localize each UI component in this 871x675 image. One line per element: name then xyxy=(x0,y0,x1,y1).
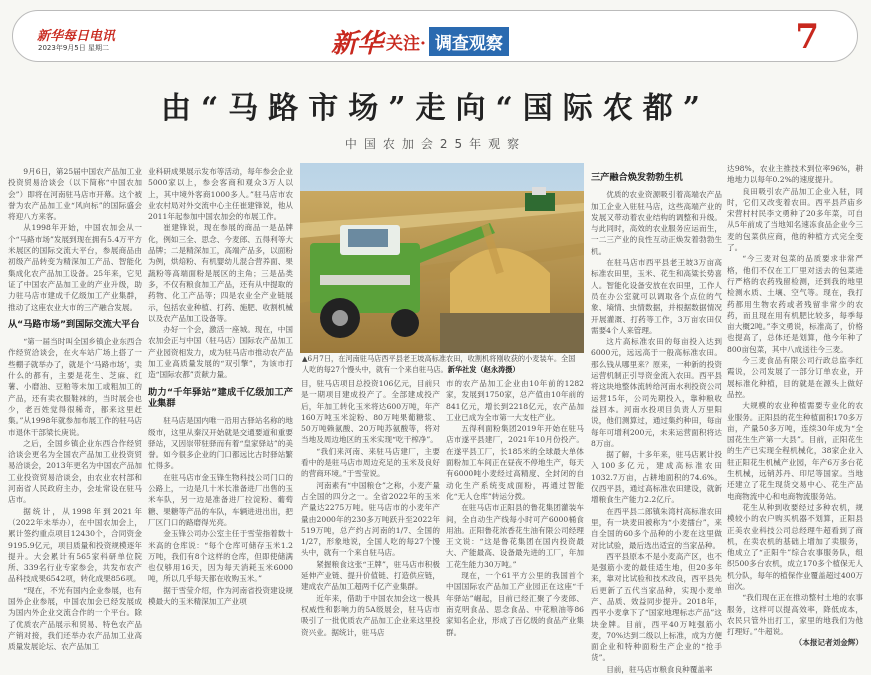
paragraph: 在驻马店市西平县老王坡3万亩高标准农田里，玉米、花生和高粱长势喜人。智能化设备安放在农田里，工作人员在办公室就可以调取各个点位的气象、墒情、虫情数据，并根据数据情况开展灌溉、打药等工作，3万亩农田仅需要4个人来管理。 xyxy=(591,258,722,335)
paragraph: 在驻马店市正阳县的鲁花集团灌装车间，全自动生产线每小时可产6000桶食用油。正阳鲁花浓香花生油有限公司经理王文说：“这是鲁花集团在国内投资最大、产能最高、设备最先进的工厂，年加工花生能力30万吨。” xyxy=(446,503,584,569)
paragraph: 近年来，借助于中国农加会这一极具权威性和影响力的5A级展会，驻马店市吸引了一批优质农产品加工企业来这里投资兴业。据统计，驻马店 xyxy=(301,593,440,637)
paragraph: 据了解，十多年来，驻马店累计投入100多亿元，建成高标准农田1032.7万亩，占耕地面积的74.6%。仅西平县，通过高标准农田建设，就新增粮食生产能力2.2亿斤。 xyxy=(591,450,722,505)
section-name-badge: 调查观察 xyxy=(429,27,509,56)
paragraph: 9月6日，第25届中国农产品加工业投资贸易洽谈会（以下简称“中国农加会”）即将在河南驻马店市开幕。这个被誉为农产品加工业“风向标”的国际盛会将迎八方来客。 xyxy=(8,167,142,222)
article-column-1 xyxy=(8,166,142,660)
subheading: 助力“千年驿站”建成千亿级加工产业集群 xyxy=(148,386,293,409)
article-column-2 xyxy=(148,166,293,660)
article-column-4 xyxy=(591,166,722,674)
paragraph: 从1998年开始，中国农加会从一个“马路市场”发展到现在拥有5.4万平方米展区的国际交流大平台，参展商品由初级产品转变为精深加工产品、智能化集成化农产品加工设备。25年来，它见证了中国农产品加工业的产业升级，助力驻马店市建成千亿级加工产业集群，推动了这座农业大市的三产融合发展。 xyxy=(8,223,142,312)
paragraph: 良田吸引农产品加工企业入驻，同时，它们又改变着农田。西平县芦庙乡宋营村村民李文勇种了20多年菜，可自从5年前成了当地知名速冻食品企业今三麦的包菜供应商，他的种植方式完全变了。 xyxy=(727,186,863,253)
harvest-photo xyxy=(300,163,584,353)
paragraph: 据统计，从1998年到2021年（2022年未举办），在中国农加会上，累计签约重点项目12430个，合同资金9195.9亿元，项目质量和投资规模逐年提升。大会累计有565家科研单位院所、339名行业专家参会，共发布农产品科技成果6542项，转化成果856项。 xyxy=(8,506,142,584)
page-number: 7 xyxy=(795,17,819,57)
paragraph: 金玉锋公司办公室主任于雪莹指着数十米高的仓库说：“每个仓库可储存玉米1.2万吨，我们有8个这样的仓库，但即使储满也仅够用16天，因为每天消耗玉米6000吨，所以几乎每天都在收购玉米。” xyxy=(148,529,293,584)
paragraph: 目，驻马店项目总投资106亿元，目前只是一期项目建成投产了。全部建成投产后，年加工转化玉米将达600万吨，年产160万吨玉米淀粉、80万吨果葡糖浆、50万吨赖氨酸、20万吨苏氨酸等，将对当地及周边地区的玉米实现“吃干榨净”。 xyxy=(301,379,440,445)
subheading: 从“马路市场”到国际交流大平台 xyxy=(8,318,140,330)
paragraph: 今三麦食品有限公司行政总监李红霞说，公司发展了一部分订单农业，开展标准化种植，目的就是在源头上做好品控。 xyxy=(727,356,863,399)
byline: （本报记者刘金辉） xyxy=(794,638,863,648)
newspaper-brand-logo: 新华每日电讯 xyxy=(37,29,116,44)
photo-caption xyxy=(302,354,582,375)
paragraph: “今三麦对包菜的品质要求非常严格，他们不仅在工厂里对送去的包菜进行严格的农药残留检测，还到我的地里检测水质、土壤、空气等。现在，我打药都用生物农药或者残留非常少的农药，而且现在用有机肥比较多，每季每亩大概2吨。”李文勇说，标准高了，价格也提高了，总体还是划算，他今年种了800亩包菜，其中八成送往今三麦。 xyxy=(727,254,863,354)
paragraph: “第一届当时叫全国乡镇企业东西合作经贸洽谈会，在火车站广场上搭了一些棚子就举办了，就是个‘马路市场’，卖什么的都有，主要是花生、芝麻、红薯、小磨油、豆粕等未加工或粗加工的产品，还有卖衣服鞋袜的，当时展会也少，老百姓觉得很稀奇，都来这里赶集。”从1998年就参加布展工作的驻马店市退休干部梁长庚说。 xyxy=(8,337,142,437)
paragraph: 这片高标准农田的每亩投入达到6000元，远远高于一般高标准农田。那么钱从哪里来？原来，一种新的投资运营机制正引导资金流入农田。西平县将这块地整体流转给河南水利投资公司运营15年，公司先期投入，靠种粮收益回本。河南水投项目负责人万里阳说，他们测算过，通过集约种田，每亩每年可增利200元，未来运营面积将达8万亩。 xyxy=(591,337,722,448)
paragraph: 西平县原本不是小麦高产区，也不是强筋小麦的最佳适生地，但20多年来，靠对比试验和技术改良，西平县先后更新了五代当家品种，实现小麦单产、品质、效益同步提升。2018年，西平小麦拿下了“国家地理标志产品”这块金牌。目前，西平40万吨强筋小麦，70%达到二级以上标准，成为方便面企业和特种面粉生产企业的“抢手货”。 xyxy=(591,551,722,663)
paragraph: 市的农产品加工企业由10年前的1282家，发展到1750家，总产值由10年前的841亿元，增长到2218亿元，农产品加工业已成为全市第一大支柱产业。 xyxy=(446,379,584,422)
paragraph: 达98%，农业主推技术到位率96%，耕地地力以每年0.2%的速度提升。 xyxy=(727,164,863,185)
section-focus-label: 关注· xyxy=(386,34,426,54)
section-brand-logo: 新华 xyxy=(331,29,384,59)
article-subtitle: 中国农加会25年观察 xyxy=(344,137,527,151)
paragraph: 河南素有“中国粮仓”之称，小麦产量占全国的四分之一。全省2022年的玉米产量达2275万吨。驻马店市的小麦年产量由2000年的230多万吨跃升至2022年519万吨，总产约占河南的1/7、全国的1/27，形象地说，全国人吃的每27个馒头中，就有一个来自驻马店。 xyxy=(301,480,440,558)
paragraph: 据于雪莹介绍，作为河南省投资建设规模最大的玉米精深加工产业项 xyxy=(148,585,293,606)
paragraph: 驻马店是国内唯一沿用古驿站名称的地级市，这里从秦汉开始就是交通要道和重要驿站，又因崇带驻驿而有着“皇家驿站”的美誉。如今很多企业的门口都远比古时驿站繁忙得多。 xyxy=(148,416,293,471)
paragraph: “现在，不光有国内企业参展，也有国外企业参展，中国农加会已经发展成为国内外企业交流合作的一个平台。除了优质农产品展示和贸易、特色农产品产销对接，我们还举办农产品加工业高质量发展论坛、农产品加工 xyxy=(8,585,142,652)
paragraph: 优质的农业资源吸引着高端农产品加工企业入驻驻马店，这些高端产业的发展又带动着农业结构的调整和升级。与此同时，高效的农业服务应运而生，一二三产业的良性互动正焕发着勃勃生机。 xyxy=(591,190,722,256)
paragraph: 花生从种到收要经过多种农机，规模较小的农户购买机器不划算，正阳县正美农业科技公司总经理牛超看到了商机，在卖农机的基础上增加了卖服务，他成立了“正阳牛”综合农事服务队，组织500多台农机，成立170多个植保无人机分队，每年的植保作业覆盖超过400万亩次。 xyxy=(727,502,863,591)
paragraph: 目前，驻马店市粮食良种覆盖率 xyxy=(606,664,713,674)
paragraph: “我们现在正在推动整村土地的农事服务，这样可以提高效率，降低成本，农民只管外出打工，家里的地我们为他打理好。”牛超说。 xyxy=(727,593,863,637)
paragraph: 紧握粮食这张“王牌”，驻马店市积极延伸产业链、提升价值链、打造供应链，建成农产品加工超两千亿产业集群。 xyxy=(301,559,440,592)
article-column-5 xyxy=(727,163,863,660)
paragraph: 崔建锋说，现在参展的商品一是品牌化，例如三全、思念、今麦郎、五得利等大品牌；二是精深加工，高端产品多，以面粉为例，烘焙粉、有机婴幼儿混合营养面、果蔬粉等高端面粉是展区的主角；三是品类多，不仅有粮食加工产品，还有从中提取的药物、化工产品等；四是农业全产业链展示，包括农业种植、打药、施肥、收割机械以及农产品加工设备等。 xyxy=(148,223,293,323)
article-column-3a xyxy=(301,378,440,663)
photo-credit: 新华社发（赵永涛摄） xyxy=(447,364,520,374)
article-headline: 由“马路市场”走向“国际农都” xyxy=(160,91,711,126)
paragraph: 大规模的农业种植需要专业化的农业服务。正阳县的花生种植面积170多万亩，产量50多万吨，连续30年成为“全国花生生产第一大县”。目前，正阳花生的生产已实现全程机械化，38家企业入驻正阳花生机械产业园，年产6万多台花生机械，远销苏丹、印尼等国家。当地还建立了花生现货交易中心、花生产品电商物流中心和电商物流服务站。 xyxy=(727,401,863,501)
paragraph: 办好一个会，激活一座城。现在，中国农加会正与中国（驻马店）国际农产品加工产业园资相发力，成为驻马店市推动农产品加工业高质量发展的“双引擎”，为该市打造“国际农都”贡献力量。 xyxy=(148,325,293,380)
paragraph: 五得利面粉集团2019年开始在驻马店市遂平县建厂，2021年10月份投产。在遂平县工厂，长185米的全球最大单体面粉加工车间正在昼夜不停地生产，每天有6000吨小麦经过高精度、全封闭的自动化生产系统变成面粉，再通过智能化“无人仓库”转运分拨。 xyxy=(446,424,584,501)
article-column-3b xyxy=(446,378,584,663)
paragraph: “我们来河南、来驻马店建厂，主要看中的是驻马店市周边充足的玉米及良好的营商环境。”于雪莹说。 xyxy=(301,446,440,479)
paragraph: 现在，一个61平方公里的我国首个中国国际农产品加工产业园正在这座“千年驿站”崛起，目前已经汇聚了今麦郎、南克明食品、思念食品、中花粮油等86家知名企业，形成了百亿级的食品产业集群。 xyxy=(446,571,584,637)
subheading: 三产融合焕发勃勃生机 xyxy=(591,172,683,183)
paragraph: 在西平县二郎镇朱湾村高标准农田里，有一块麦田被称为“小麦擂台”，来自全国的60多个品种的小麦在这里做对比试验，最后选出适宜的当家品种。 xyxy=(591,506,722,550)
wheat-harvest-image xyxy=(300,163,584,353)
section-title xyxy=(331,23,509,60)
paragraph: 在驻马店市金玉锋生物科技公司门口的公路上，一边是几十米长准备进厂出售的玉米车队，另一边是准备进厂拉淀粉、葡萄糖、果糖等产品的车队，车辆进进出出，把厂区门口的路磨得光亮。 xyxy=(148,472,293,527)
issue-date: 2023年9月5日 星期二 xyxy=(38,44,109,52)
newspaper-masthead xyxy=(12,10,858,62)
paragraph: 业科研成果展示发布等活动，每年参会企业5000家以上，参会客商和观众3万人以上，其中境外客商1000多人。”驻马店市农业农村局对外交流中心主任崔建锋说，他从2011年起参加中国农加会的布展工作。 xyxy=(148,167,293,222)
paragraph: 之后，全国乡镇企业东西合作经贸洽谈会更名为全国农产品加工业投资贸易洽谈会，2013年更名为中国农产品加工业投资贸易洽谈会，由农业农村部和河南省人民政府主办，会址常设在驻马店市。 xyxy=(8,438,142,505)
photo-caption-text: ▲6月7日，在河南驻马店西平县老王坡高标准农田，收割机将刚收获的小麦装车。全国人吃的每27个馒头中，就有一个来自驻马店。 xyxy=(302,354,576,374)
